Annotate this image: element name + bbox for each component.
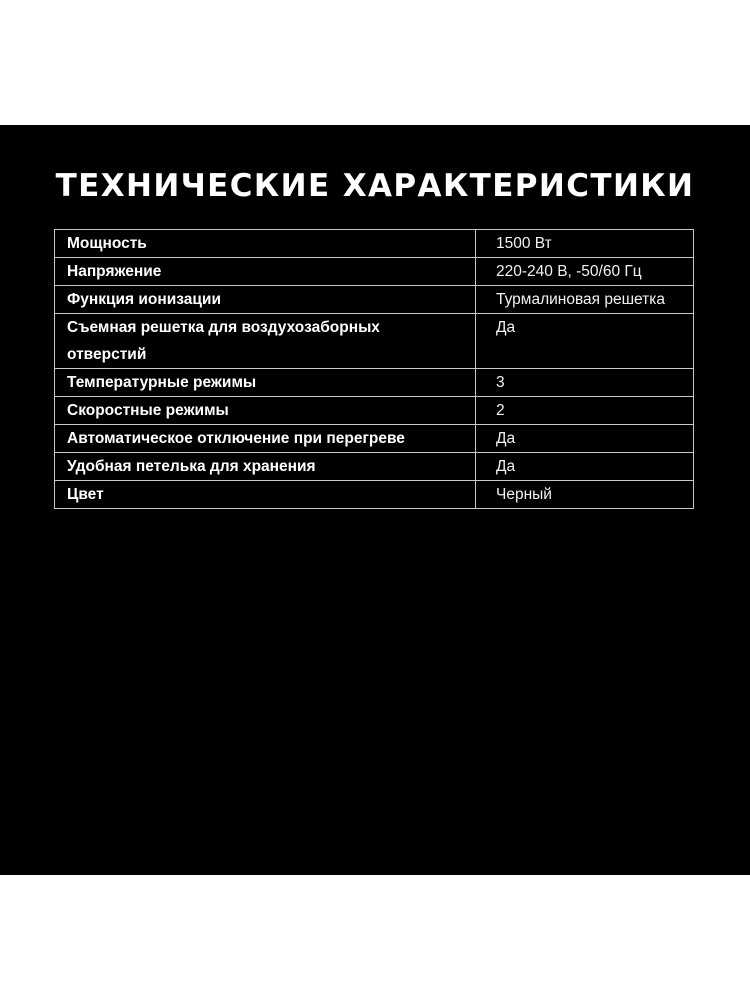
page-title: ТЕХНИЧЕСКИЕ ХАРАКТЕРИСТИКИ xyxy=(55,168,695,204)
spec-name: Удобная петелька для хранения xyxy=(55,453,476,481)
spec-value: Черный xyxy=(476,481,694,509)
spec-name: Съемная решетка для воздухозаборных отверстий xyxy=(55,314,476,369)
spec-name: Напряжение xyxy=(55,258,476,286)
table-row xyxy=(55,286,694,314)
spec-name: Цвет xyxy=(55,481,476,509)
table-row xyxy=(55,397,694,425)
spec-value: 1500 Вт xyxy=(476,230,694,258)
spec-value: 3 xyxy=(476,369,694,397)
spec-value: Турмалиновая решетка xyxy=(476,286,694,314)
table-row xyxy=(55,425,694,453)
table-row xyxy=(55,258,694,286)
spec-name: Автоматическое отключение при перегреве xyxy=(55,425,476,453)
table-row xyxy=(55,314,694,369)
spec-name: Скоростные режимы xyxy=(55,397,476,425)
table-row xyxy=(55,453,694,481)
spec-name: Температурные режимы xyxy=(55,369,476,397)
spec-value: 220-240 В, -50/60 Гц xyxy=(476,258,694,286)
spec-value: 2 xyxy=(476,397,694,425)
spec-value: Да xyxy=(476,314,694,369)
spec-name: Мощность xyxy=(55,230,476,258)
spec-value: Да xyxy=(476,425,694,453)
spec-table xyxy=(54,229,694,509)
spec-value: Да xyxy=(476,453,694,481)
table-row xyxy=(55,481,694,509)
table-row xyxy=(55,369,694,397)
table-row xyxy=(55,230,694,258)
spec-name: Функция ионизации xyxy=(55,286,476,314)
